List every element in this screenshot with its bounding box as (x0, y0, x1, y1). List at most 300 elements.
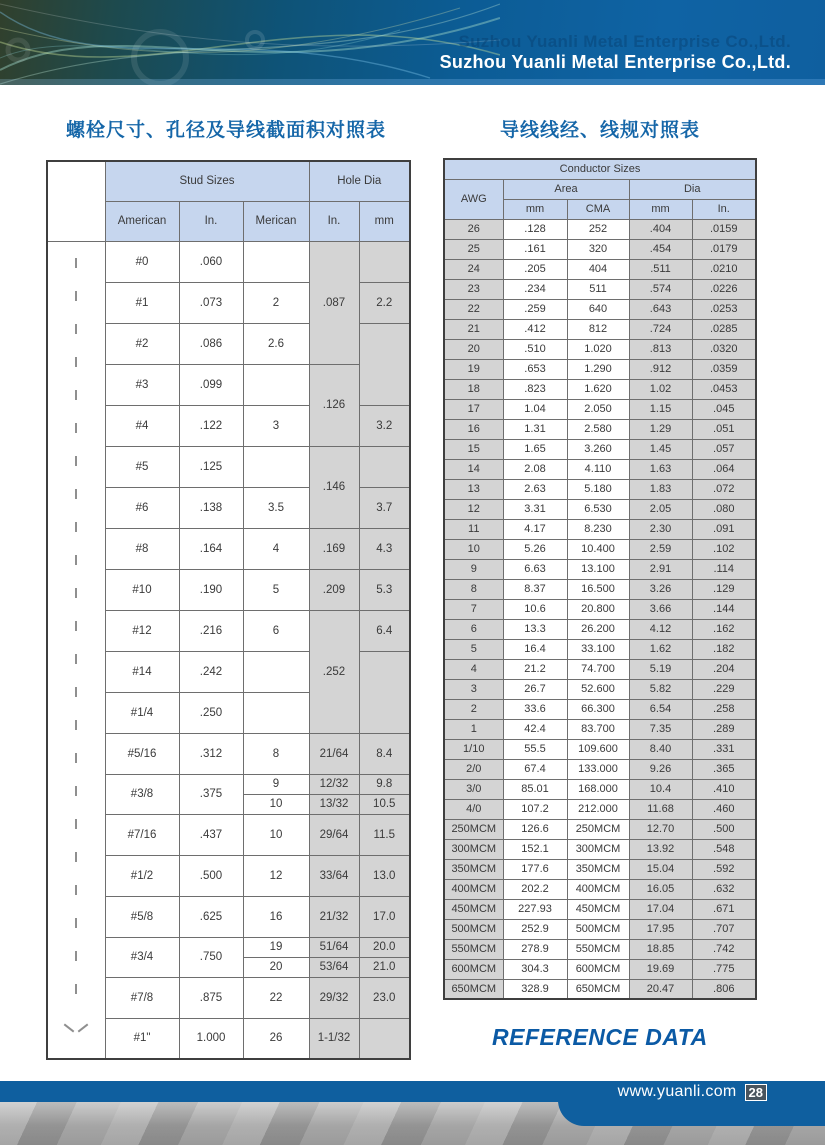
table-cell: 600MCM (567, 959, 629, 979)
table-row (444, 759, 756, 779)
table-cell: .051 (692, 419, 756, 439)
table-row (444, 659, 756, 679)
table-cell: #2 (105, 323, 179, 364)
table-cell: 12 (243, 855, 309, 896)
table-cell: .625 (179, 896, 243, 937)
table-cell: .592 (692, 859, 756, 879)
table-cell: 2 (444, 699, 503, 719)
column-header: Merican (243, 201, 309, 241)
table-row (444, 599, 756, 619)
table-cell: 600MCM (444, 959, 503, 979)
table-cell: 2.30 (629, 519, 692, 539)
table-row (444, 439, 756, 459)
table-row (444, 279, 756, 299)
table-cell: 4.17 (503, 519, 567, 539)
table-cell: .144 (692, 599, 756, 619)
table-cell: .190 (179, 569, 243, 610)
table-cell: 350MCM (444, 859, 503, 879)
table-cell: 26 (444, 219, 503, 239)
table-cell: 21/64 (309, 733, 359, 774)
column-header: In. (179, 201, 243, 241)
table-cell: .460 (692, 799, 756, 819)
table-cell: 500MCM (567, 919, 629, 939)
column-header: mm (629, 199, 692, 219)
table-cell: 7 (444, 599, 503, 619)
table-cell: .0453 (692, 379, 756, 399)
table-row (444, 799, 756, 819)
table-cell: 8.4 (359, 733, 410, 774)
table-cell: 550MCM (444, 939, 503, 959)
table-cell: .102 (692, 539, 756, 559)
table-cell: 51/64 (309, 937, 359, 957)
table-cell: 1.29 (629, 419, 692, 439)
table-cell: 1.83 (629, 479, 692, 499)
table-cell: .204 (692, 659, 756, 679)
table-cell: 2/0 (444, 759, 503, 779)
table-cell: #3 (105, 364, 179, 405)
table-cell: 10 (243, 794, 309, 814)
table-cell: 6 (243, 610, 309, 651)
table-cell: .0253 (692, 299, 756, 319)
conductor-size-table (443, 158, 757, 1000)
table-cell: 304.3 (503, 959, 567, 979)
table-row (444, 779, 756, 799)
table-cell: .0210 (692, 259, 756, 279)
table-cell: .129 (692, 579, 756, 599)
table-cell: 67.4 (503, 759, 567, 779)
table-cell: 6.63 (503, 559, 567, 579)
table-cell: 17.95 (629, 919, 692, 939)
table-cell: 252.9 (503, 919, 567, 939)
table-cell: 5.19 (629, 659, 692, 679)
table-cell: 404 (567, 259, 629, 279)
table-cell: #1 (105, 282, 179, 323)
table-cell: 1/10 (444, 739, 503, 759)
table-row (444, 579, 756, 599)
table-cell: 13/32 (309, 794, 359, 814)
table-cell: .161 (503, 239, 567, 259)
table-cell: 500MCM (444, 919, 503, 939)
table-cell: 9 (243, 774, 309, 794)
table-cell (243, 651, 309, 692)
table-cell: 16 (243, 896, 309, 937)
table-cell: 33/64 (309, 855, 359, 896)
table-cell: 33.6 (503, 699, 567, 719)
company-name-watermark: Suzhou Yuanli Metal Enterprise Co.,Ltd. (458, 32, 791, 51)
table-row (444, 979, 756, 999)
table-cell (359, 323, 410, 405)
table-cell: 12/32 (309, 774, 359, 794)
table-cell: 20.0 (359, 937, 410, 957)
table-cell: 1.290 (567, 359, 629, 379)
table-cell: 21.0 (359, 957, 410, 977)
column-header: Dia (629, 179, 756, 199)
table-cell: 8 (243, 733, 309, 774)
table-cell: 2.63 (503, 479, 567, 499)
company-name: Suzhou Yuanli Metal Enterprise Co.,Ltd. (439, 52, 791, 72)
table-cell: 21 (444, 319, 503, 339)
table-cell: #3/4 (105, 937, 179, 977)
table-cell: 25 (444, 239, 503, 259)
table-cell: #5/8 (105, 896, 179, 937)
column-header: CMA (567, 199, 629, 219)
table-row (444, 399, 756, 419)
table-cell: 6 (444, 619, 503, 639)
table-cell: 20 (243, 957, 309, 977)
table-row (444, 619, 756, 639)
table-cell: 11.68 (629, 799, 692, 819)
table-cell: #10 (105, 569, 179, 610)
table-cell: 11.5 (359, 814, 410, 855)
table-row (444, 239, 756, 259)
table-cell: #12 (105, 610, 179, 651)
table-cell: 450MCM (444, 899, 503, 919)
table-row (444, 639, 756, 659)
bolt-diagram-cell (47, 241, 105, 1059)
table-cell: 2.91 (629, 559, 692, 579)
table-cell: 1.63 (629, 459, 692, 479)
reference-data-label: REFERENCE DATA (492, 1024, 708, 1050)
table-cell: 17 (444, 399, 503, 419)
table-cell (243, 364, 309, 405)
table-cell: 252 (567, 219, 629, 239)
table-cell: .0226 (692, 279, 756, 299)
table-cell: 3.2 (359, 405, 410, 446)
table-cell: 66.300 (567, 699, 629, 719)
table-cell: .216 (179, 610, 243, 651)
column-header: In. (309, 201, 359, 241)
table-cell: 450MCM (567, 899, 629, 919)
table-cell: 3.26 (629, 579, 692, 599)
table-cell: #8 (105, 528, 179, 569)
table-row (444, 419, 756, 439)
table-cell: .813 (629, 339, 692, 359)
table-cell: .091 (692, 519, 756, 539)
table-cell: 19 (243, 937, 309, 957)
table-cell: 13.3 (503, 619, 567, 639)
table-cell: 640 (567, 299, 629, 319)
table-row (444, 359, 756, 379)
column-header: Area (503, 179, 629, 199)
table-cell: 5 (444, 639, 503, 659)
table-cell: 19 (444, 359, 503, 379)
table-cell: 22 (243, 977, 309, 1018)
table-cell: 3.66 (629, 599, 692, 619)
table-cell: 24 (444, 259, 503, 279)
table-cell: .0179 (692, 239, 756, 259)
table-row (444, 819, 756, 839)
table-cell: 3 (243, 405, 309, 446)
table-cell: 3 (444, 679, 503, 699)
table-cell: 320 (567, 239, 629, 259)
table-row (444, 259, 756, 279)
table-cell: .128 (503, 219, 567, 239)
table-cell: .331 (692, 739, 756, 759)
table-cell: 152.1 (503, 839, 567, 859)
table-cell: 300MCM (567, 839, 629, 859)
table-cell: 23.0 (359, 977, 410, 1018)
table-cell: #7/8 (105, 977, 179, 1018)
table-cell: #7/16 (105, 814, 179, 855)
table-cell: 12.70 (629, 819, 692, 839)
table-cell: 13.0 (359, 855, 410, 896)
left-table-title: 螺栓尺寸、孔径及导线截面积对照表 (66, 120, 387, 141)
table-cell: 33.100 (567, 639, 629, 659)
table-cell: #5/16 (105, 733, 179, 774)
table-cell: 17.04 (629, 899, 692, 919)
table-cell: 400MCM (567, 879, 629, 899)
table-cell: 3.7 (359, 487, 410, 528)
website-url: www.yuanli.com (617, 1083, 737, 1100)
table-cell: 2.050 (567, 399, 629, 419)
table-cell (243, 241, 309, 282)
table-cell: 55.5 (503, 739, 567, 759)
table-cell: .365 (692, 759, 756, 779)
table-cell: 12 (444, 499, 503, 519)
table-cell: 2.59 (629, 539, 692, 559)
table-cell: .060 (179, 241, 243, 282)
table-cell: 6.54 (629, 699, 692, 719)
table-cell: .511 (629, 259, 692, 279)
table-cell: 6.530 (567, 499, 629, 519)
table-cell: .643 (629, 299, 692, 319)
table-cell: 26.200 (567, 619, 629, 639)
header-banner (0, 0, 825, 85)
table-cell: 250MCM (567, 819, 629, 839)
table-row (444, 879, 756, 899)
table-cell: 19.69 (629, 959, 692, 979)
page-number-badge: 28 (745, 1084, 767, 1101)
table-row (444, 459, 756, 479)
stud-hole-table (46, 160, 411, 1060)
table-cell: .410 (692, 779, 756, 799)
table-row (444, 679, 756, 699)
table-row (444, 559, 756, 579)
table-cell: .209 (309, 569, 359, 610)
column-header: AWG (444, 179, 503, 219)
table-cell: 20 (444, 339, 503, 359)
table-cell: .548 (692, 839, 756, 859)
table-cell: 1.04 (503, 399, 567, 419)
table-cell: 52.600 (567, 679, 629, 699)
table-cell: 1.020 (567, 339, 629, 359)
table-cell (359, 651, 410, 733)
table-cell: 5.26 (503, 539, 567, 559)
table-cell: 26.7 (503, 679, 567, 699)
table-row (444, 299, 756, 319)
table-cell: .126 (309, 364, 359, 446)
table-cell: .259 (503, 299, 567, 319)
table-cell: 10.5 (359, 794, 410, 814)
table-cell: 9.8 (359, 774, 410, 794)
table-cell: 4/0 (444, 799, 503, 819)
table-cell: 10 (444, 539, 503, 559)
table-cell: .500 (692, 819, 756, 839)
table-cell: .724 (629, 319, 692, 339)
table-row (444, 539, 756, 559)
stud-hole-table (46, 160, 411, 1060)
table-cell: .087 (309, 241, 359, 364)
table-cell: 16.500 (567, 579, 629, 599)
table-cell: .0359 (692, 359, 756, 379)
table-cell: 22 (444, 299, 503, 319)
table-cell: 4.3 (359, 528, 410, 569)
dashed-centerline (75, 258, 77, 1013)
table-cell: 1.15 (629, 399, 692, 419)
table-cell: 18.85 (629, 939, 692, 959)
table-cell: 650MCM (444, 979, 503, 999)
table-cell: 85.01 (503, 779, 567, 799)
table-cell: 11 (444, 519, 503, 539)
table-cell: 15.04 (629, 859, 692, 879)
table-cell: 511 (567, 279, 629, 299)
table-cell: 212.000 (567, 799, 629, 819)
table-cell: 13.100 (567, 559, 629, 579)
table-cell: 20.800 (567, 599, 629, 619)
table-cell: .0285 (692, 319, 756, 339)
table-cell: 2.05 (629, 499, 692, 519)
table-cell: .162 (692, 619, 756, 639)
table-cell: .125 (179, 446, 243, 487)
table-cell: 2.08 (503, 459, 567, 479)
table-row (444, 919, 756, 939)
table-row (444, 939, 756, 959)
table-cell: 4.110 (567, 459, 629, 479)
table-cell: 2.2 (359, 282, 410, 323)
table-cell: #4 (105, 405, 179, 446)
table-cell: 23 (444, 279, 503, 299)
column-header: Hole Dia (309, 161, 410, 201)
table-cell: .875 (179, 977, 243, 1018)
table-cell: 2.580 (567, 419, 629, 439)
table-cell: 21.2 (503, 659, 567, 679)
table-cell: 21/32 (309, 896, 359, 937)
table-row (444, 479, 756, 499)
table-cell: .242 (179, 651, 243, 692)
table-cell: 4 (243, 528, 309, 569)
table-cell: #0 (105, 241, 179, 282)
table-cell: .375 (179, 774, 243, 814)
table-cell: 1.45 (629, 439, 692, 459)
table-cell: 10 (243, 814, 309, 855)
table-cell: 812 (567, 319, 629, 339)
table-cell: 1-1/32 (309, 1018, 359, 1059)
table-cell: 13 (444, 479, 503, 499)
table-cell: 17.0 (359, 896, 410, 937)
table-cell: 8.230 (567, 519, 629, 539)
table-row (444, 219, 756, 239)
table-cell: 29/64 (309, 814, 359, 855)
table-cell: 250MCM (444, 819, 503, 839)
table-cell: .806 (692, 979, 756, 999)
header-row (444, 179, 756, 199)
table-cell: .437 (179, 814, 243, 855)
table-cell: #14 (105, 651, 179, 692)
table-cell: 227.93 (503, 899, 567, 919)
table-cell: .500 (179, 855, 243, 896)
table-cell: 550MCM (567, 939, 629, 959)
table-cell: .229 (692, 679, 756, 699)
table-cell: 83.700 (567, 719, 629, 739)
table-cell: 4 (444, 659, 503, 679)
table-cell: 9.26 (629, 759, 692, 779)
table-cell: .146 (309, 446, 359, 528)
table-cell: 1.65 (503, 439, 567, 459)
table-cell: .823 (503, 379, 567, 399)
table-cell: .404 (629, 219, 692, 239)
footer-content (618, 1081, 767, 1103)
table-cell: 168.000 (567, 779, 629, 799)
table-cell: .653 (503, 359, 567, 379)
table-cell: 14 (444, 459, 503, 479)
table-cell: 177.6 (503, 859, 567, 879)
table-cell: 400MCM (444, 879, 503, 899)
table-cell: 20.47 (629, 979, 692, 999)
table-cell: .138 (179, 487, 243, 528)
table-cell: .073 (179, 282, 243, 323)
table-cell: 2.6 (243, 323, 309, 364)
header-row (444, 159, 756, 179)
table-cell: 3.31 (503, 499, 567, 519)
table-cell (359, 1018, 410, 1059)
table-cell: 3.5 (243, 487, 309, 528)
table-cell: 5.82 (629, 679, 692, 699)
table-row (444, 959, 756, 979)
table-cell: 29/32 (309, 977, 359, 1018)
table-cell: 5.3 (359, 569, 410, 610)
table-cell: 16.4 (503, 639, 567, 659)
table-cell: .775 (692, 959, 756, 979)
table-row (444, 339, 756, 359)
table-cell: 3/0 (444, 779, 503, 799)
table-cell: 18 (444, 379, 503, 399)
table-cell: 202.2 (503, 879, 567, 899)
table-row (444, 719, 756, 739)
column-header: American (105, 201, 179, 241)
table-cell: 6.4 (359, 610, 410, 651)
table-cell: .057 (692, 439, 756, 459)
conductor-size-table (443, 158, 757, 1000)
table-row (444, 699, 756, 719)
table-row (444, 499, 756, 519)
table-cell: 5 (243, 569, 309, 610)
table-cell: 1.62 (629, 639, 692, 659)
table-cell: 5.180 (567, 479, 629, 499)
table-cell: .510 (503, 339, 567, 359)
table-row (444, 319, 756, 339)
table-cell: 7.35 (629, 719, 692, 739)
banner-swirl-graphic (0, 0, 500, 85)
table-cell: #1/4 (105, 692, 179, 733)
table-cell: 42.4 (503, 719, 567, 739)
table-cell: .080 (692, 499, 756, 519)
table-cell: 350MCM (567, 859, 629, 879)
table-cell: 4.12 (629, 619, 692, 639)
table-row (444, 839, 756, 859)
table-cell: .632 (692, 879, 756, 899)
table-cell: .250 (179, 692, 243, 733)
table-cell: 10.400 (567, 539, 629, 559)
table-cell: #1" (105, 1018, 179, 1059)
table-cell: .258 (692, 699, 756, 719)
table-cell: 53/64 (309, 957, 359, 977)
table-cell: .086 (179, 323, 243, 364)
table-row (47, 241, 410, 282)
table-cell: 107.2 (503, 799, 567, 819)
table-row (444, 899, 756, 919)
table-cell: .671 (692, 899, 756, 919)
table-cell: #3/8 (105, 774, 179, 814)
